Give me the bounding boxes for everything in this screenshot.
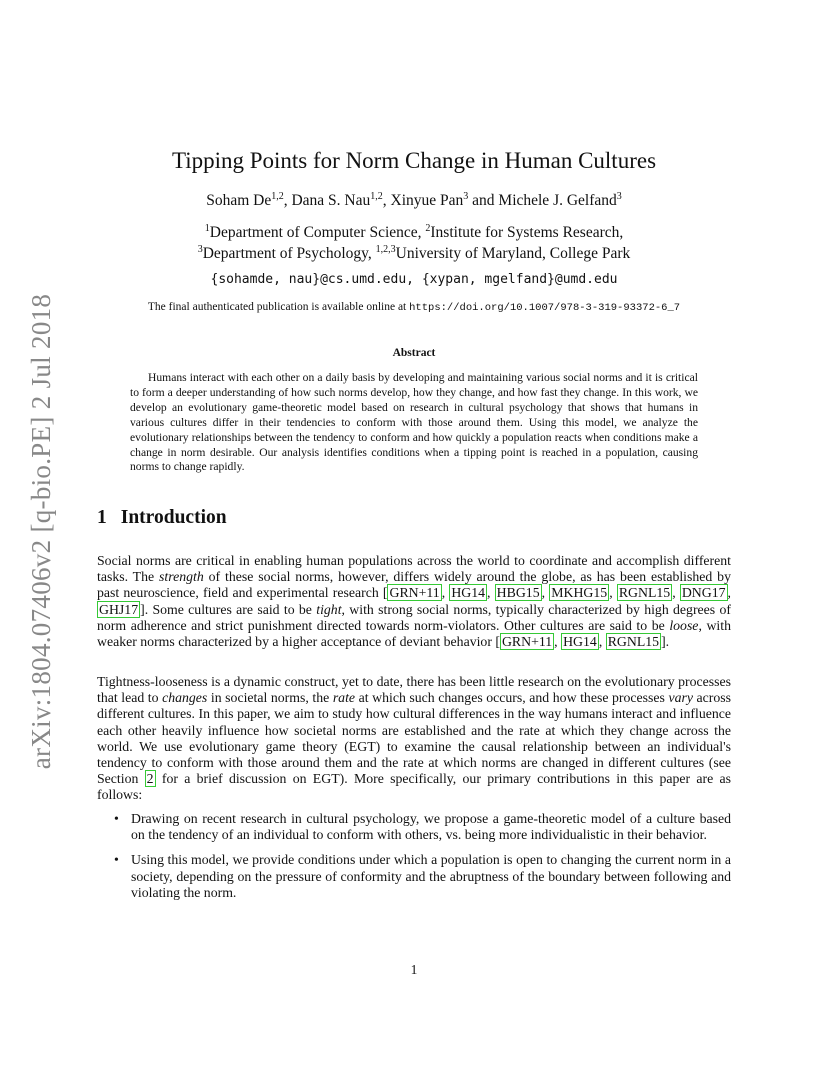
citation-link[interactable]: HG14: [563, 634, 597, 650]
author-affiliation-sup: 3: [616, 190, 622, 202]
emphasis: tight: [316, 601, 342, 617]
list-item-text: Drawing on recent research in cultural psychology, we propose a game-theoretic model of a culture based on the tendency of an individual to conform with others, vs. being more individualistic in their behavior.: [131, 811, 731, 843]
intro-paragraph-2: [97, 674, 731, 804]
text-run: at which such changes occurs, and how these processes: [355, 690, 669, 706]
emphasis: changes: [162, 690, 208, 706]
text-run: , with weaker norms characterized by a higher acceptance of deviant behavior [: [97, 617, 731, 650]
citation-link[interactable]: GHJ17: [99, 601, 139, 617]
intro-paragraph-1: Social norms are critical in enabling human populations across the world to coordinate and accomplish different tasks. The strength of these social norms, however, differs widely around the globe, as has been established by past neuroscience, field and experimental research [ GRN+11 , HG14 , HBG15 , MKHG15 , RGNL15 , DNG17 , GHJ17 ]. Some cultures are said to be tight, with strong social norms, typically characterized by high degrees of norm adherence and strict punishment directed towards norm-violators. Other cultures are said to be loose, with weaker norms characterized by a higher acceptance of deviant behavior [ GRN+11 , HG14 , RGNL15 ].: [97, 553, 731, 650]
section-reference-link[interactable]: 2: [146, 771, 154, 787]
affiliation-line: [0, 243, 828, 264]
author-emails: {sohamde, nau}@cs.umd.edu, {xypan, mgelfand}@umd.edu: [210, 272, 618, 287]
text-run: ].: [661, 634, 670, 650]
citation-link[interactable]: HBG15: [496, 585, 540, 601]
abstract-text: Humans interact with each other on a daily basis by developing and maintaining various social norms and it is critical to form a deeper understanding of how such norms develop, how they change, and how fast they change. In this work, we develop an evolutionary game-theoretic model based on research in cultural psychology that shows that humans in various cultures differ in their tendencies to conform with those around them. Using this model, we analyze the evolutionary relationships between the tendency to conform and how quickly a population reacts when conditions make a change in norm desirable. Our analysis identifies conditions when a tipping point is reached in a population, causing norms to change rapidly.: [130, 371, 698, 474]
affiliation-text: Department of Computer Science,: [209, 224, 426, 241]
affiliation-text: University of Maryland, College Park: [395, 245, 631, 262]
citation-link[interactable]: MKHG15: [551, 585, 608, 601]
affiliation-sup: 2: [425, 222, 431, 234]
affiliation-sup: 1,2,3: [375, 243, 396, 255]
citation-link[interactable]: RGNL15: [607, 634, 660, 650]
text-run: ]. Some cultures are said to be: [140, 601, 317, 617]
list-item: [97, 811, 731, 843]
list-item-text: Using this model, we provide conditions under which a population is open to changing the current norm in a society, depending on the pressure of conformity and the abruptness of the boundary between following and violating the norm.: [131, 852, 731, 900]
text-run: for a brief discussion on EGT). More specifically, our primary contributions in this paper are as follows:: [97, 771, 731, 803]
affiliation-text: Institute for Systems Research,: [430, 224, 624, 241]
author-separator: ,: [382, 192, 391, 209]
author-separator: ,: [283, 192, 292, 209]
section-number: 1: [97, 507, 107, 528]
text-run: across different cultures. In this paper, we aim to study how cultural differences in the way humans interact and influence each other heavily influence how societal norms are established and the rate at which they change across the world. We use evolutionary game theory (EGT) to examine the causal relationship between an individual's tendency to conform with those around them and the rate at which norms are changed in different cultures (see Section: [97, 690, 732, 787]
author-name: Soham De: [206, 192, 272, 209]
affiliation-line: [0, 222, 828, 243]
author-name: Dana S. Nau: [291, 192, 371, 209]
section-title: Introduction: [120, 507, 227, 528]
affiliations: [0, 222, 828, 264]
paper-title: Tipping Points for Norm Change in Human Cultures: [171, 148, 657, 173]
emphasis: loose: [669, 617, 699, 633]
bullet-marker: •: [114, 852, 119, 868]
doi-link[interactable]: https://doi.org/10.1007/978-3-319-93372-6_7: [409, 302, 681, 314]
text-run: in societal norms, the: [207, 690, 333, 706]
author-affiliation-sup: 3: [463, 190, 469, 202]
affiliation-sup: 3: [197, 243, 203, 255]
author-name: Michele J. Gelfand: [498, 192, 617, 209]
section-heading: [97, 507, 227, 529]
citation-link[interactable]: GRN+11: [389, 585, 440, 601]
citation-link[interactable]: DNG17: [681, 585, 726, 601]
abstract-heading: Abstract: [392, 347, 436, 359]
bullet-marker: •: [114, 811, 119, 826]
arxiv-stamp: [12, 292, 72, 770]
page-number: 1: [410, 962, 418, 977]
emphasis: rate: [332, 690, 356, 706]
affiliation-text: Department of Psychology,: [202, 245, 376, 262]
emphasis: strength: [159, 569, 204, 585]
text-run: of these social norms, however, differs widely around the globe, as has been established by past neuroscience, field and experimental research [: [97, 569, 731, 601]
text-run: Tightness-looseness is a dynamic construct, yet to date, there has been little research on the evolutionary processes that lead to: [97, 674, 731, 706]
affiliation-sup: 1: [204, 222, 210, 234]
citation-link[interactable]: HG14: [451, 585, 486, 601]
citation-link[interactable]: GRN+11: [501, 634, 553, 650]
arxiv-identifier: arXiv:1804.07406v2 [q-bio.PE] 2 Jul 2018: [26, 293, 57, 769]
author-affiliation-sup: 1,2: [370, 190, 383, 202]
author-name: Xinyue Pan: [390, 192, 464, 209]
citation-link[interactable]: RGNL15: [618, 585, 671, 601]
author-list: [0, 190, 828, 212]
emphasis: vary: [668, 690, 693, 706]
author-affiliation-sup: 1,2: [271, 190, 284, 202]
text-run: , with strong social norms, typically characterized by high degrees of norm adherence and strict punishment directed towards norm-violators. Other cultures are said to be: [97, 601, 731, 633]
publication-note-text: The final authenticated publication is available online at: [147, 301, 410, 313]
publication-note: [0, 299, 828, 316]
author-separator: and: [468, 192, 499, 209]
text-run: Social norms are critical in enabling human populations across the world to coordinate and accomplish different tasks. The: [97, 553, 731, 585]
contribution-list: [97, 811, 731, 910]
list-item: [97, 852, 731, 901]
